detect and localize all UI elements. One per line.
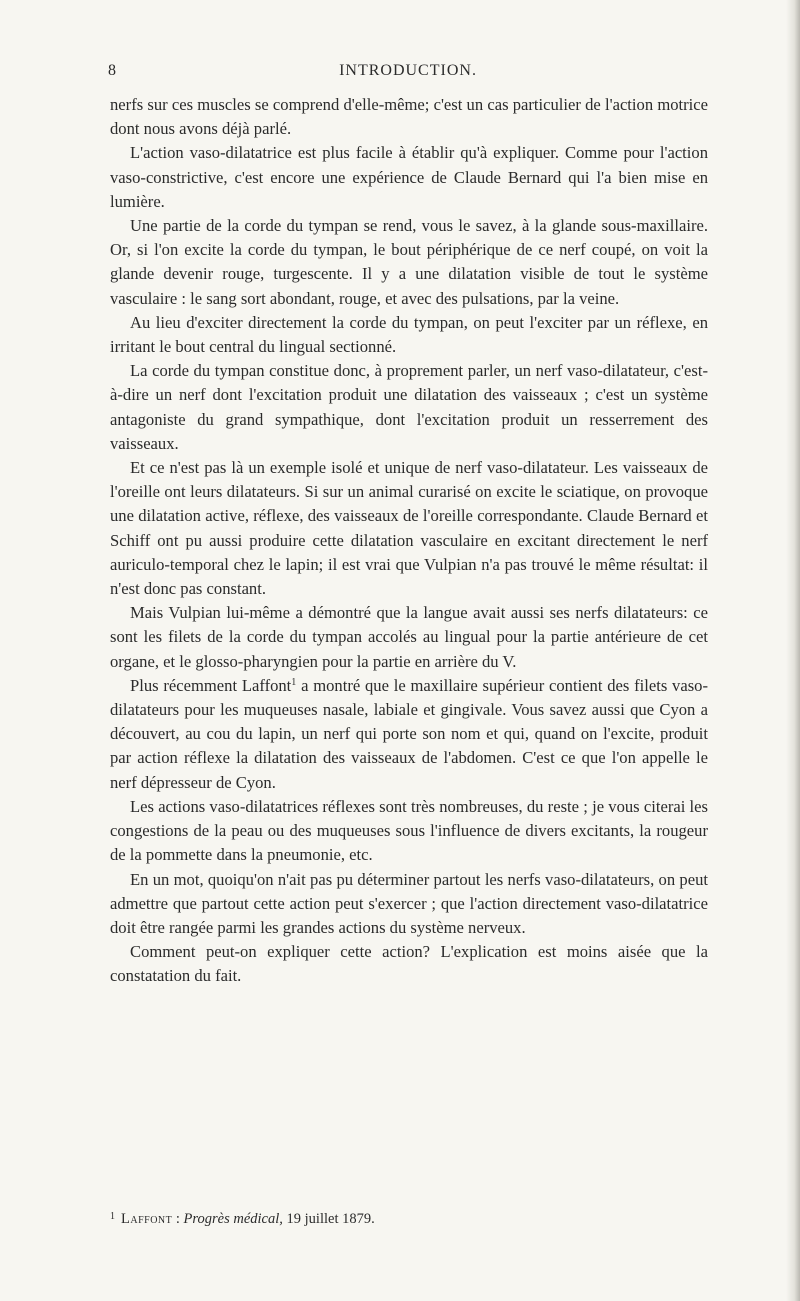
footnote-reference[interactable]: 1 [291,676,297,688]
paragraph-lead: Plus récemment Laffont [130,675,292,695]
paragraph: Une partie de la corde du tympan se rend, vous le savez, à la glande sous-maxillaire. Or, si l'on excite la corde du tympan, le bout périphérique de ce nerf coupé, on voit la glande devenir rouge, turgescente. Il y a une dilatation visible de tout le système vasculaire : le sang sort abondant, rouge, et avec des pulsations, par la veine. [110,216,708,308]
paragraph: Les actions vaso-dilatatrices réflexes sont très nombreuses, du reste ; je vous citerai les congestions de la peau ou des muqueuses sous l'influence de divers excitants, la rougeur de la pommette dans la pneumonie, etc. [110,796,708,865]
paragraph: En un mot, quoiqu'on n'ait pas pu déterminer partout les nerfs vaso-dilatateurs, on peut admettre que partout cette action peut s'exercer ; que l'action directement vaso-dilatatrice doit être rangée parmi les grandes actions du système nerveux. [110,869,708,937]
page-edge-shadow [786,0,800,1301]
body-text [110,93,708,989]
footnote [110,1207,708,1229]
footnote-date: 19 juillet 1879. [282,1211,375,1227]
page-number: 8 [108,62,116,79]
footnote-separator: : [172,1211,184,1227]
footnote-marker: 1 [110,1211,115,1222]
paragraph: L'action vaso-dilatatrice est plus facile à établir qu'à expliquer. Comme pour l'action vaso-constrictive, c'est encore une expérience de Claude Bernard qui l'a bien mise en lumière. [110,143,708,211]
paragraph: Mais Vulpian lui-même a démontré que la langue avait aussi ses nerfs dilatateurs: ce sont les filets de la corde du tympan accolés au lingual pour la partie antérieure de cet organe, et le glosso-pharyngien pour la partie en arrière du V. [110,603,708,671]
paragraph-with-footnote [110,674,708,795]
page-header [108,62,708,86]
paragraph-rest: a montré que le maxillaire supérieur contient des filets vaso-dilatateurs pour les muqueuses nasale, labiale et gingivale. Vous savez aussi que Cyon a découvert, au cou du lapin, un nerf qui porte son nom et qui, quand on l'excite, produit par action réflexe la dilatation des vaisseaux de l'abdomen. C'est ce que l'on appelle le nerf dépresseur de Cyon. [110,675,708,792]
paragraph: Comment peut-on expliquer cette action? L'explication est moins aisée que la constatation du fait. [110,942,708,986]
paragraph: Au lieu d'exciter directement la corde du tympan, on peut l'exciter par un réflexe, en irritant le bout central du lingual sectionné. [110,312,708,357]
footnote-source: Progrès médical, [183,1211,283,1227]
footnote-author: Laffont [121,1211,173,1227]
paragraph: La corde du tympan constitue donc, à proprement parler, un nerf vaso-dilatateur, c'est-à-dire un nerf dont l'excitation produit une dilatation des vaisseaux ; c'est un système antagoniste du grand sympathique, dont l'excitation produit un resserrement des vaisseaux. [110,361,708,453]
running-title: INTRODUCTION. [339,62,477,79]
paragraph: Et ce n'est pas là un exemple isolé et unique de nerf vaso-dilatateur. Les vaisseaux de l'oreille ont leurs dilatateurs. Si sur un animal curarisé on excite le sciatique, on provoque une dilatation active, réflexe, des vaisseaux de l'oreille correspondante. Claude Bernard et Schiff ont pu aussi produire cette dilatation vasculaire en excitant directement le nerf auriculo-temporal chez le lapin; il est vrai que Vulpian n'a pas trouvé le même résultat: il n'est donc pas constant. [110,458,708,599]
paragraph-continuation: nerfs sur ces muscles se comprend d'elle-même; c'est un cas particulier de l'action motrice dont nous avons déjà parlé. [110,95,708,139]
